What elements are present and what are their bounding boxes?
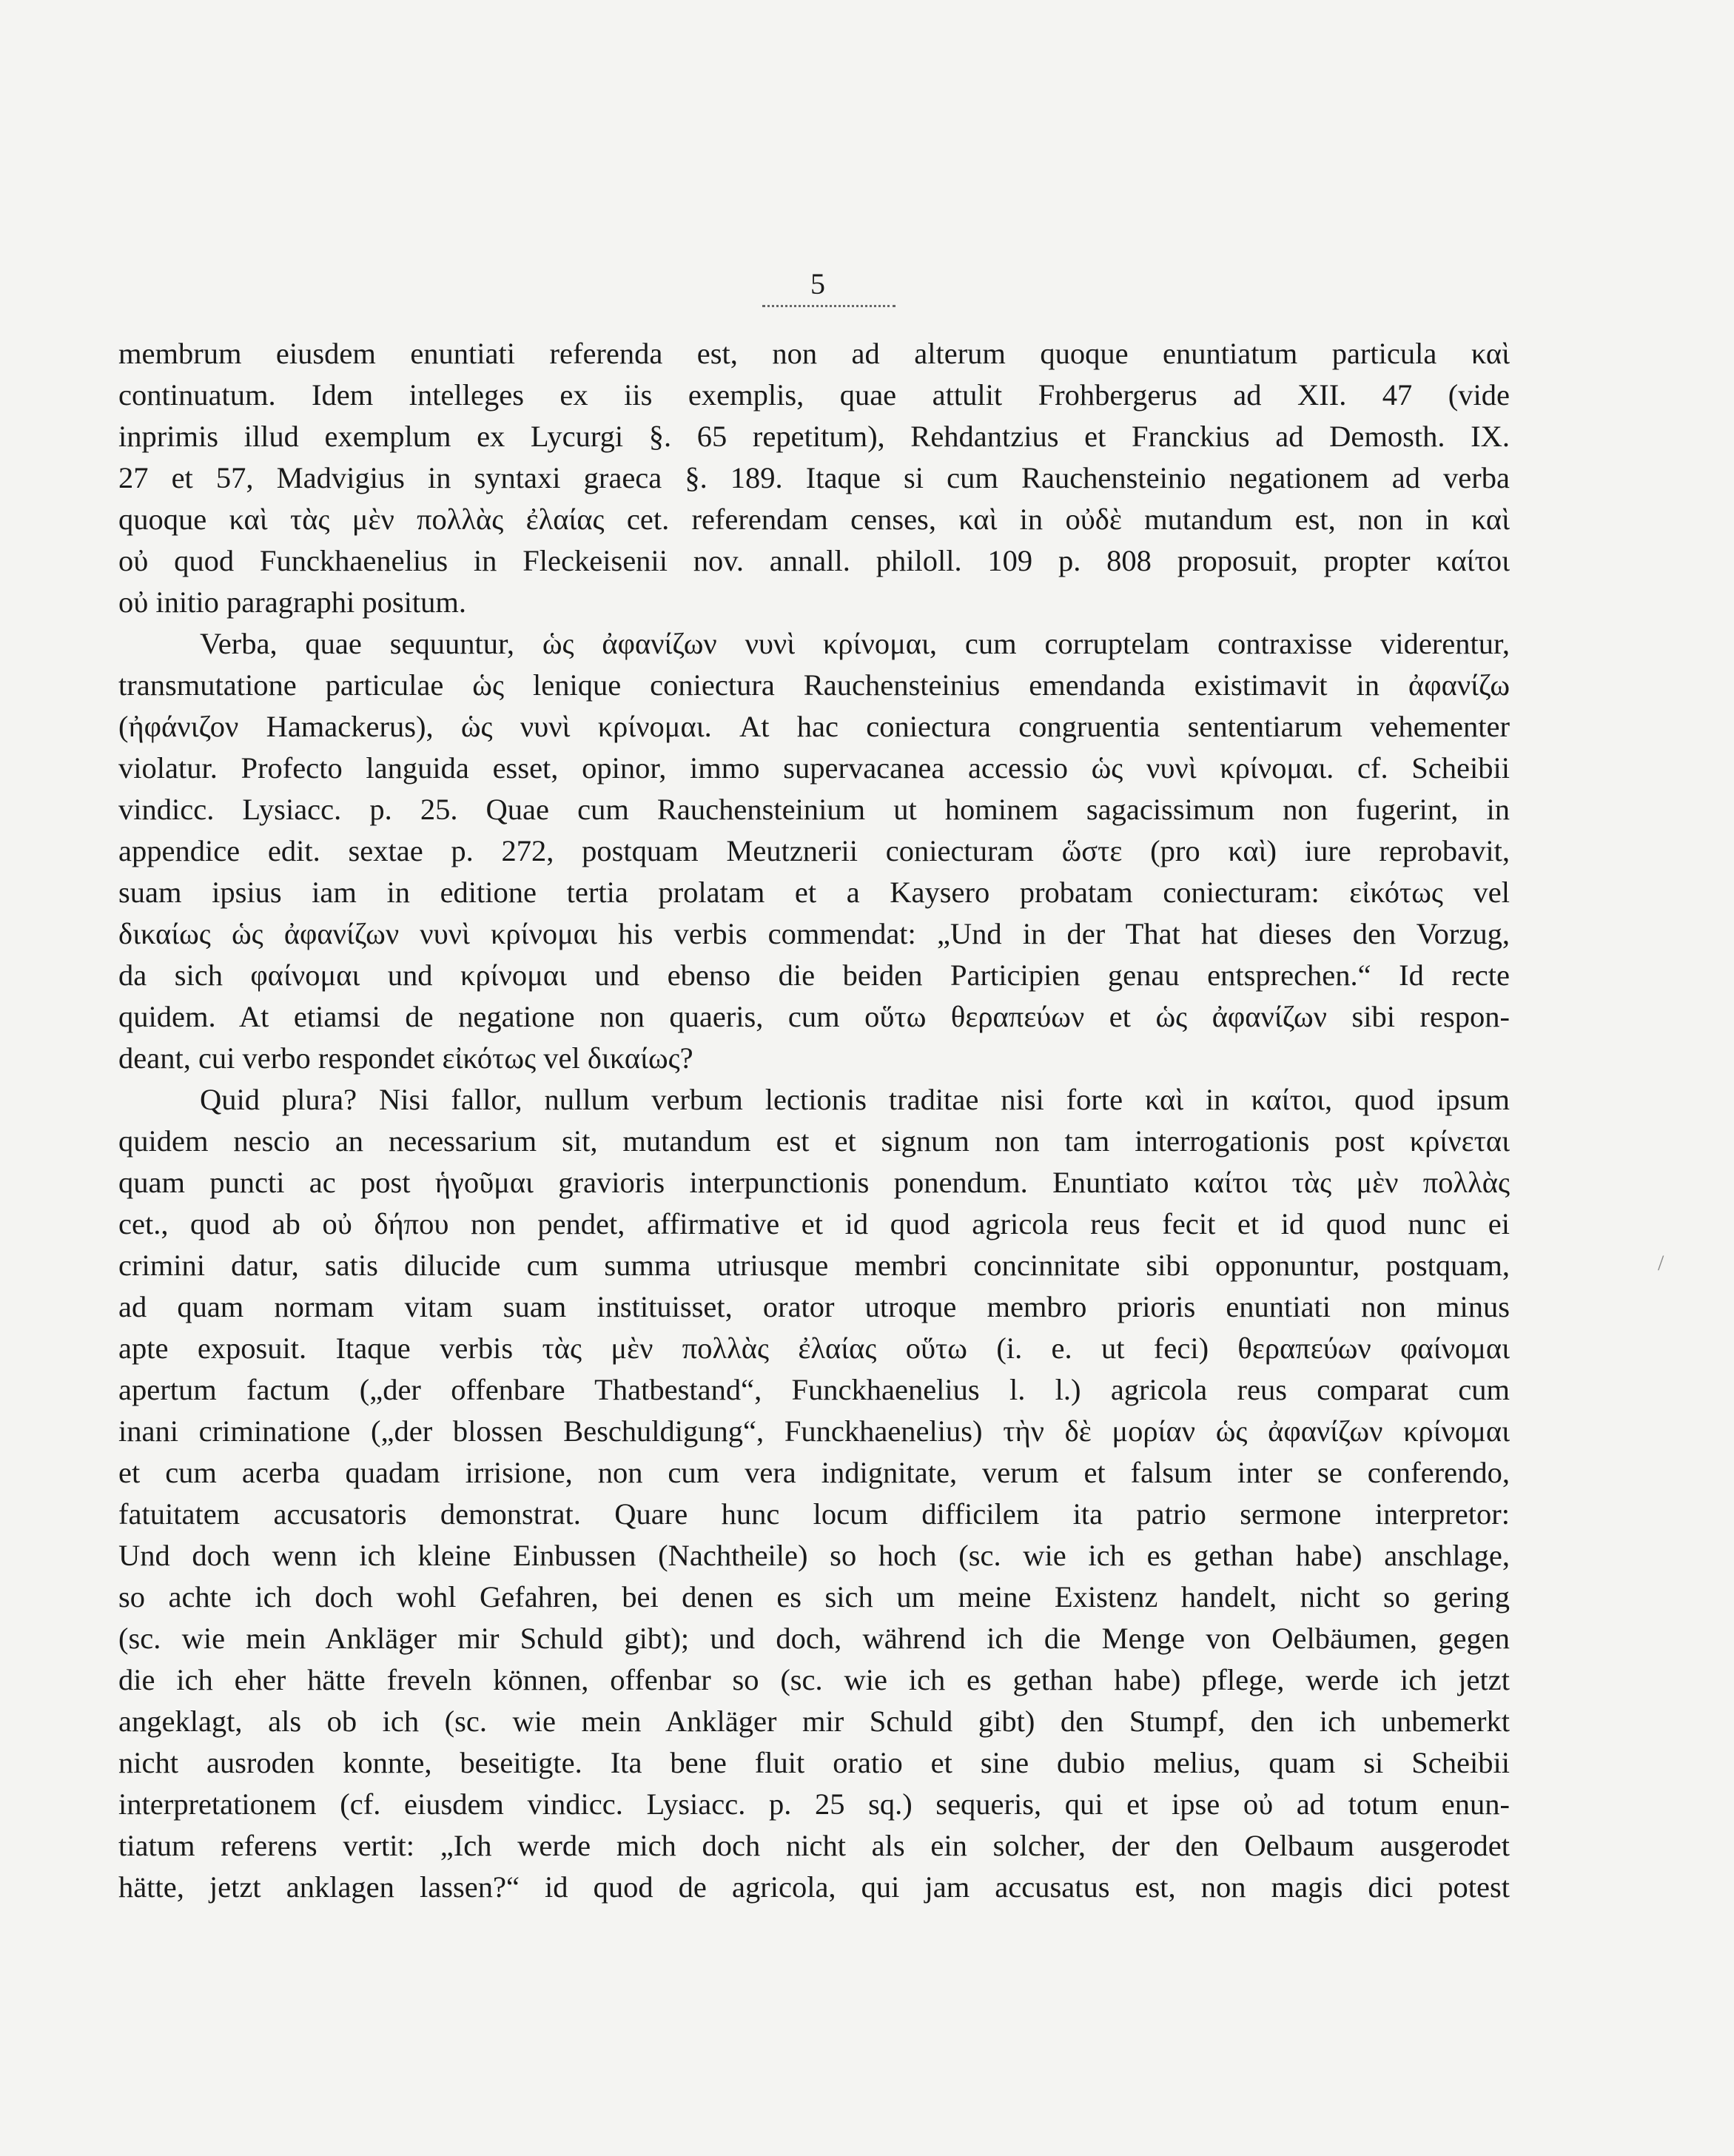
text-line: (sc. wie mein Ankläger mir Schuld gibt); und doch, während ich die Menge von Oelbäumen, gegen (118, 1622, 1510, 1655)
text-line: Quid plura? Nisi fallor, nullum verbum lectionis traditae nisi forte καὶ in καίτοι, quod ipsum (200, 1083, 1510, 1116)
text-line: apertum factum („der offenbare Thatbestand“, Funckhaenelius l. l.) agricola reus comparat cum (118, 1373, 1510, 1406)
text-line: cet., quod ab οὐ δήπου non pendet, affirmative et id quod agricola reus fecit et id quod nunc ei (118, 1207, 1510, 1240)
text-line: οὐ initio paragraphi positum. (118, 585, 466, 619)
text-line: fatuitatem accusatoris demonstrat. Quare hunc locum difficilem ita patrio sermone interpretor: (118, 1497, 1510, 1531)
text-line: so achte ich doch wohl Gefahren, bei denen es sich um meine Existenz handelt, nicht so gering (118, 1580, 1510, 1613)
text-line: quoque καὶ τὰς μὲν πολλὰς ἐλαίας cet. referendam censes, καὶ in οὐδὲ mutandum est, non in καὶ (118, 503, 1510, 536)
text-line: hätte, jetzt anklagen lassen?“ id quod de agricola, qui jam accusatus est, non magis dici potest (118, 1870, 1510, 1904)
text-line: ad quam normam vitam suam instituisset, orator utroque membro prioris enuntiati non minus (118, 1290, 1510, 1323)
text-line: Und doch wenn ich kleine Einbussen (Nachtheile) so hoch (sc. wie ich es gethan habe) anschlage, (118, 1539, 1510, 1572)
text-line: violatur. Profecto languida esset, opinor, immo supervacanea accessio ὡς νυνὶ κρίνομαι. cf. Scheibii (118, 751, 1510, 785)
page-number: 5 (810, 267, 825, 300)
text-line: interpretationem (cf. eiusdem vindicc. Lysiacc. p. 25 sq.) sequeris, qui et ipse οὐ ad totum enun- (118, 1787, 1510, 1821)
text-line: 27 et 57, Madvigius in syntaxi graeca §. 189. Itaque si cum Rauchensteinio negationem ad verba (118, 461, 1510, 494)
text-line: angeklagt, als ob ich (sc. wie mein Ankläger mir Schuld gibt) den Stumpf, den ich unbemerkt (118, 1705, 1510, 1738)
text-line: crimini datur, satis dilucide cum summa utriusque membri concinnitate sibi opponuntur, postquam, (118, 1249, 1510, 1282)
text-line: suam ipsius iam in editione tertia prolatam et a Kaysero probatam coniecturam: εἰκότως vel (118, 876, 1510, 909)
text-line: et cum acerba quadam irrisione, non cum vera indignitate, verum et falsum inter se conferendo, (118, 1456, 1510, 1489)
text-line: die ich eher hätte freveln können, offenbar so (sc. wie ich es gethan habe) pflege, werde ich jetzt (118, 1663, 1510, 1696)
text-line: membrum eiusdem enuntiati referenda est, non ad alterum quoque enuntiatum particula καὶ (118, 337, 1510, 370)
text-line: inani criminatione („der blossen Beschuldigung“, Funckhaenelius) τὴν δὲ μορίαν ὡς ἀφανίζων κρίνομαι (118, 1414, 1510, 1448)
text-line: tiatum referens vertit: „Ich werde mich doch nicht als ein solcher, der den Oelbaum ausgerodet (118, 1829, 1510, 1862)
text-line: vindicc. Lysiacc. p. 25. Quae cum Rauchensteinium ut hominem sagacissimum non fugerint, in (118, 793, 1510, 826)
text-line: nicht ausroden konnte, beseitigte. Ita bene fluit oratio et sine dubio melius, quam si Scheibii (118, 1746, 1510, 1779)
text-line: quidem. At etiamsi de negatione non quaeris, cum οὕτω θεραπεύων et ὡς ἀφανίζων sibi respon- (118, 1000, 1510, 1033)
text-line: (ἠφάνιζον Hamackerus), ὡς νυνὶ κρίνομαι. At hac coniectura congruentia sententiarum vehementer (118, 710, 1510, 743)
text-line: Verba, quae sequuntur, ὡς ἀφανίζων νυνὶ κρίνομαι, cum corruptelam contraxisse viderentur, (200, 627, 1510, 660)
text-line: deant, cui verbo respondet εἰκότως vel δικαίως? (118, 1041, 693, 1075)
text-line: inprimis illud exemplum ex Lycurgi §. 65 repetitum), Rehdantzius et Franckius ad Demosth. IX. (118, 420, 1510, 453)
text-line: transmutatione particulae ὡς lenique coniectura Rauchensteinius emendanda existimavit in ἀφανίζω (118, 668, 1510, 702)
text-line: quam puncti ac post ἡγοῦμαι gravioris interpunctionis ponendum. Enuntiato καίτοι τὰς μὲν πολλὰς (118, 1166, 1510, 1199)
text-line: δικαίως ὡς ἀφανίζων νυνὶ κρίνομαι his verbis commendat: „Und in der That hat dieses den Vorzug, (118, 917, 1510, 950)
text-line: οὐ quod Funckhaenelius in Fleckeisenii nov. annall. philoll. 109 p. 808 proposuit, propter καίτοι (118, 544, 1510, 577)
text-line: apte exposuit. Itaque verbis τὰς μὲν πολλὰς ἐλαίας οὕτω (i. e. ut feci) θεραπεύων φαίνομαι (118, 1331, 1510, 1365)
page-number-ornament (762, 298, 895, 307)
text-line: quidem nescio an necessarium sit, mutandum est et signum non tam interrogationis post κρίνεται (118, 1124, 1510, 1158)
text-line: continuatum. Idem intelleges ex iis exemplis, quae attulit Frohbergerus ad XII. 47 (vide (118, 378, 1510, 412)
text-line: appendice edit. sextae p. 272, postquam Meutznerii coniecturam ὥστε (pro καὶ) iure reprobavit, (118, 834, 1510, 867)
margin-mark: / (1658, 1251, 1664, 1275)
text-body (118, 333, 1510, 1908)
text-line: da sich φαίνομαι und κρίνομαι und ebenso die beiden Participien genau entsprechen.“ Id recte (118, 958, 1510, 992)
